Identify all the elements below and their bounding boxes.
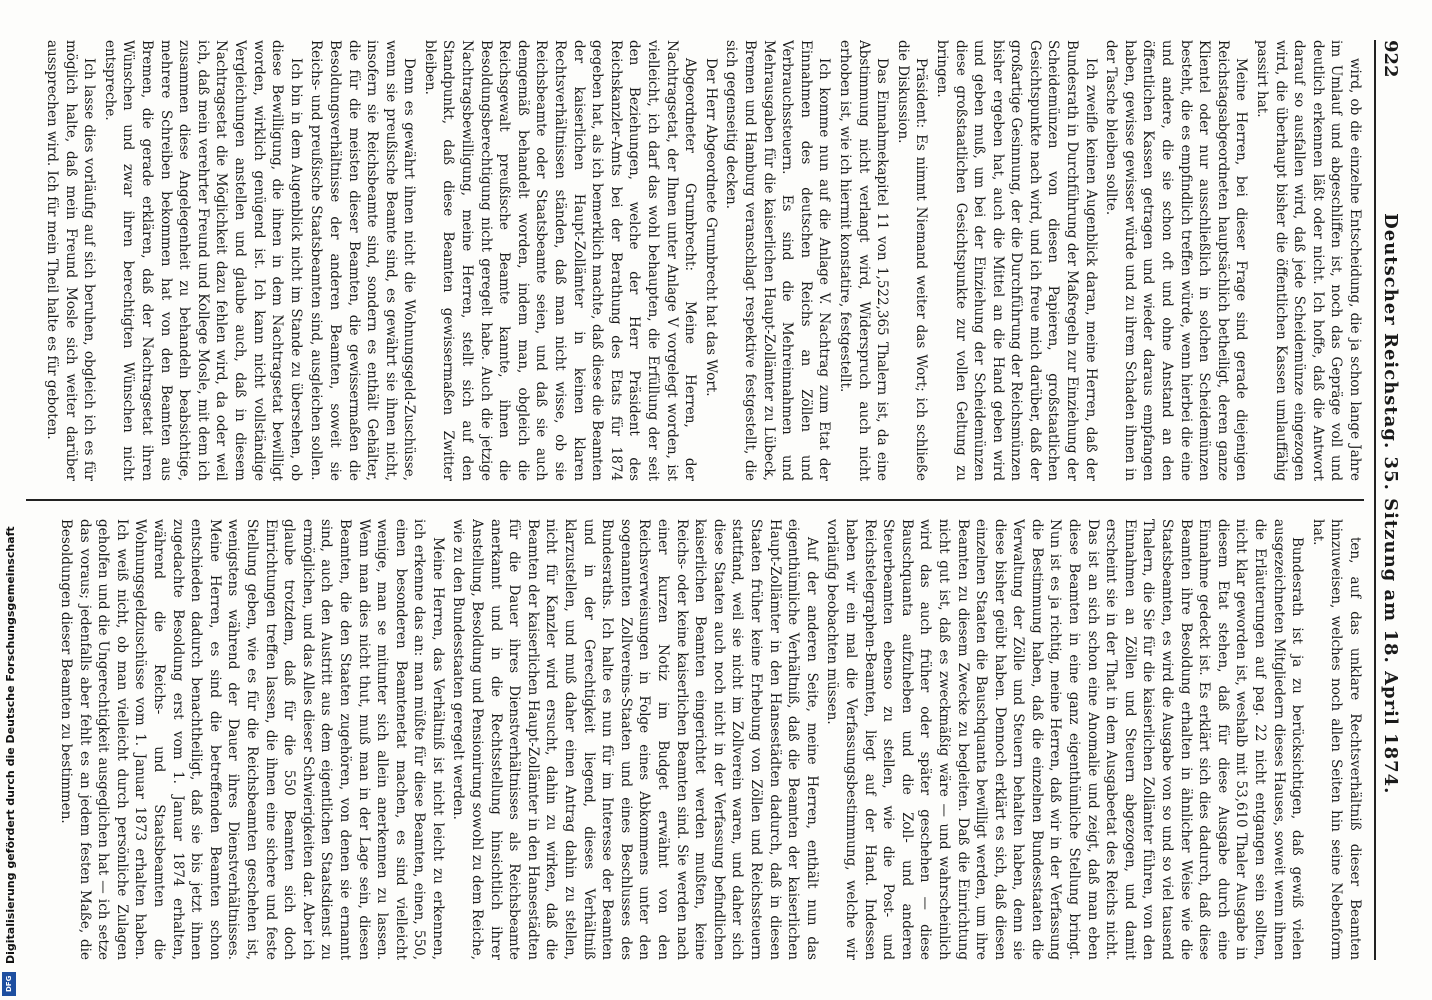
- paragraph: Ich zweifle keinen Augenblick daran, meine Herren, daß der Bundesrath in Durchführung der Maßregeln zur Einziehung der Scheidemünzen von diesen Papieren, großstaatlichen Gesichtspunkte nach wird, und ich freue mich darüber, daß der großartige Gesinnung, der die Durchführung der Reichsmünzen bisher ergeben hat, auch die Mittel an die Hand geben wird und geben muß, um bei der Einziehung der Scheidemünzen diese großstaatlichen Gesichtspunkte zur vollen Geltung zu bringen.: [933, 40, 1099, 481]
- paragraph: Abgeordneter Grumbrecht: Meine Herren, der Nachtragsetat, der Ihnen unter Anlage V vorgelegt worden, ist vielleicht, ich darf das wohl behaupten, die Erfüllung der seit den Beziehungen, welche der Herr Präsident des Reichskanzler-Amts bei der Berathung des Etats für 1874 gegeben hat, als ich bemerklich machte, daß diese die Beamten der kaiserlichen Haupt-Zollämter in keinen klaren Rechtsverhältnissen ständen, daß man nicht wisse, ob sie Reichsbeamte oder Staatsbeamte seien, und daß sie auch demgemäß behandelt worden, indem man, obgleich die Reichsgewalt preußische Beamte kannte, ihnen die Besoldungsberechtigung nicht geregelt habe. Auch die jetzige Nachtragsbewilligung, meine Herren, stellt sich auf den Standpunkt, daß diese Beamten gewissermaßen Zwitter bleiben.: [421, 40, 699, 481]
- paragraph: Denn es gewährt ihnen nicht die Wohnungsgeld-Zuschüsse, wenn sie preußische Beamte sind, es gewährt sie ihnen nicht, insofern sie Reichsbeamte sind, sondern es enthält Gehälter, die für die meisten dieser Beamten, die gewissermaßen die Besoldungsverhältnisse der anderen Beamten, soweit sie Reichs- und preußische Staatsbeamten sind, ausgleichen sollen.: [308, 40, 418, 481]
- column-divider: [26, 499, 1364, 501]
- paragraph: Ich bin in dem Augenblick nicht im Stande zu übersehen, ob diese Bewilligung, die ihnen in dem Nachtragsetat bewilligt worden, wirklich genügend ist. Ich kann nicht vollständige Vergleichungen anstellen und glaube auch, daß in diesem Nachtragsetat die Möglichkeit dazu fehlen wird, da oder weil ich, daß mein verehrter Freund und Kollege Mosle, mit dem ich zusammen diese Angelegenheit zu behandeln beabsichtige, mehrere Schreiben bekommen hat von den Beamten aus Bremen, die gerade erklären, daß der Nachtragsetat ihren Wünschen und zwar ihren berechtigten Wünschen nicht entspreche.: [101, 40, 304, 481]
- rotated-page: [6, 20, 1426, 980]
- paragraph: wird, ob die einzelne Entscheidung, die ja schon lange Jahre im Umlauf und abgeschliffen ist, noch das Gepräge voll und deutlich erkennen läßt oder nicht. Ich hoffe, daß die Antwort darauf so ausfallen wird, daß jede Scheidemünze eingezogen wird, die überhaupt bisher die öffentlichen Kassen umlauffähig passirt hat.: [1254, 40, 1363, 481]
- paragraph: Auf der anderen Seite, meine Herren, enthält nun das eigenthümliche Verhältniß, daß die Beamten der kaiserlichen Haupt-Zollämter in den Hansestädten dadurch, daß in diesen Staaten früher keine Erhebung von Zöllen und Reichssteuern stattfand, weil sie nicht im Zollverein waren, und daher sich diese Staaten auch noch nicht in der Verfassung befindlichen kaiserlichen Beamten eingerichtet werden mußten, keine Reichs- oder keine kaiserlichen Beamten sind. Sie werden nach einer kurzen Notiz im Budget erwähnt von den Reichsverweisungen in Folge eines Abkommens unter den sogenannten Zollvereins-Staaten und eines Beschlusses des Bundesraths. Ich halte es nun für im Interesse der Beamten und in der Gerechtigkeit liegend, dieses Verhältniß klarzustellen, und muß daher einen Antrag dahin zu stellen, nicht für Kanzler wird ersucht, dahin zu wirken, daß die Beamten der kaiserlichen Haupt-Zollämter in den Hansestädten für die Dauer ihres Dienstverhältnisses als Reichsbeamte anerkannt und in die Rechtsstellung hinsichtlich ihrer Anstellung, Besoldung und Pensionirung sowohl zu dem Reiche, wie zu den Bundesstaaten geregelt werden.: [450, 519, 820, 960]
- paragraph: ten, auf das unklare Rechtsverhältniß dieser Beamten hinzuweisen, welches noch allen Seiten hin seine Nebenform hat.: [1309, 519, 1363, 960]
- paragraph: Ich lasse dies vorläufig auf sich beruhen, obgleich ich es für möglich halte, daß mein Freund Mosle sich weiter darüber aussprechen wird. Ich für mein Theil halte es für geboten.: [44, 40, 98, 481]
- page-header: [1374, 40, 1406, 960]
- dfg-logo-icon: DFG: [2, 972, 16, 996]
- text-columns: [26, 40, 1364, 960]
- paragraph: Meine Herren, das Verhältniß ist nicht leicht zu erkennen, ich erkenne das an: man müßte für diese Beamten, einen, 550, einen besonderen Beamtenetat machen, es sind vielleicht wenige, man se mitunter sich allein anerkennen zu lassen. Wenn man dies nicht thut, muß man in der Lage sein, diesen Beamten, die den Staaten zugehören, von denen sie ernannt sind, auch den Austritt aus dem eigentlichen Staatsdienst zu ermöglichen, und das Alles dieser Schwierigkeiten dar. Aber ich glaube trotzdem, daß für die 550 Beamten sich doch Einrichtungen treffen lassen, die ihnen eine sichere und feste Stellung geben, wie es für die Reichsbeamten geschehen ist, wenigstens während der Dauer ihres Dienstverhältnisses. Meine Herren, es sind die betreffenden Beamten schon entschieden dadurch benachtheiligt, daß sie bis jetzt ihnen zugedachte Besoldung erst vom 1. Januar 1874 erhalten, während die Reichs- und Staatsbeamten die Wohnungsgeldzuschüsse vom 1. Januar 1873 erhalten haben. Ich weiß nicht, ob man vielleicht durch persönliche Zulagen geholfen und die Ungerechtigkeit ausgeglichen hat — ich setze das voraus; jedenfalls aber fehlt es an jedem festen Maße, die Besoldungen dieser Beamten zu bestimmen.: [58, 519, 446, 960]
- paragraph: Das Einnahmekapitel 11 von 1,522,365 Thalern ist, da eine Abstimmung nicht verlangt wird, Widerspruch auch nicht erhoben ist, wie ich hiermit konstatire, festgestellt.: [836, 40, 891, 481]
- page-number: 922: [1380, 40, 1402, 78]
- column-1: [26, 40, 1364, 481]
- paragraph: Ich komme nun auf die Anlage V. Nachtrag zum Etat der Einnahmen des deutschen Reichs an Zöllen und Verbrauchssteuern. Es sind die Mehreinnahmen und Mehrausgaben für die kaiserlichen Haupt-Zollämter zu Lübeck, Bremen und Hamburg veranschlagt respektive festgestellt, die sich gegenseitig decken.: [723, 40, 833, 481]
- paragraph: Meine Herren, bei dieser Frage sind gerade diejenigen Reichstagsabgeordneten hauptsächlich betheiligt, deren ganze Klientel oder nur ausschließlich in solchen Scheidemünzen besteht, die es empfindlich treffen würde, wenn hierbei die eine und andere, die sie schon oft und ohne Anstand an den öffentlichen Kassen getragen und wieder daraus empfangen haben, gewisse gewisser würde und zu ihrem Schaden ihnen in der Tasche bleiben sollte.: [1103, 40, 1250, 481]
- page-title: Deutscher Reichstag. 35. Sitzung am 18. April 1874.: [1380, 213, 1402, 795]
- column-2: [26, 519, 1364, 960]
- digitization-credit: Digitalisierung gefördert durch die Deutsche Forschungsgemeinschaft: [4, 526, 17, 964]
- paragraph: Der Herr Abgeordnete Grumbrecht hat das Wort.: [702, 58, 719, 397]
- paragraph: Bundesrath ist ja zu berücksichtigen, daß gewiß vielen ausgezeichneten Mitgliedern dieses Hauses, soweit wenn ihnen die Erläuterungen auf pag. 22 nicht entgangen sein sollten, nicht klar geworden ist, weshalb mit 53,610 Thaler Ausgabe in diesem Etat stehen, daß für diese Ausgabe durch eine Einnahme gedeckt ist. Es erklärt sich dies dadurch, daß diese Beamten ihre Besoldung erhalten in ähnlicher Weise wie die Staatsbeamten, es wird die Ausgabe von so und so viel tausend Thalern, die Sie für die kaiserlichen Zollämter führen, von den Einnahmen an Zöllen und Steuern abgezogen, und damit erscheint sie in der That in dem Ausgabeetat des Reichs nicht. Das ist an sich schon eine Anomalie und zeigt, daß man eben diese Beamten in eine ganz eigenthümliche Stellung bringt. Nun ist es ja richtig, meine Herren, daß wir in der Verfassung die Bestimmung haben, daß die einzelnen Bundesstaaten die Verwaltung der Zölle und Steuern behalten haben, denn sie diese bisher geübt haben. Dennoch erklärt es sich, daß diesen einzelnen Staaten die Bauschquanta bewilligt werden, um ihre Beamten zu diesem Zwecke zu begleiten. Daß die Einrichtung nicht gut ist, daß es zweckmäßig wäre — und wahrscheinlich wird das auch früher oder später geschehen — diese Bauschquanta aufzuheben und die Zoll- und anderen Steuerbeamten ebenso zu stellen, wie die Post- und Reichstelegraphen-Beamten, liegt auf der Hand. Indessen haben wir ein mal die Verfassungsbestimmung, welche wir vorläufig beobachten müssen.: [824, 519, 1306, 960]
- paragraph: Präsident: Es nimmt Niemand weiter das Wort; ich schließe die Diskussion.: [894, 40, 930, 481]
